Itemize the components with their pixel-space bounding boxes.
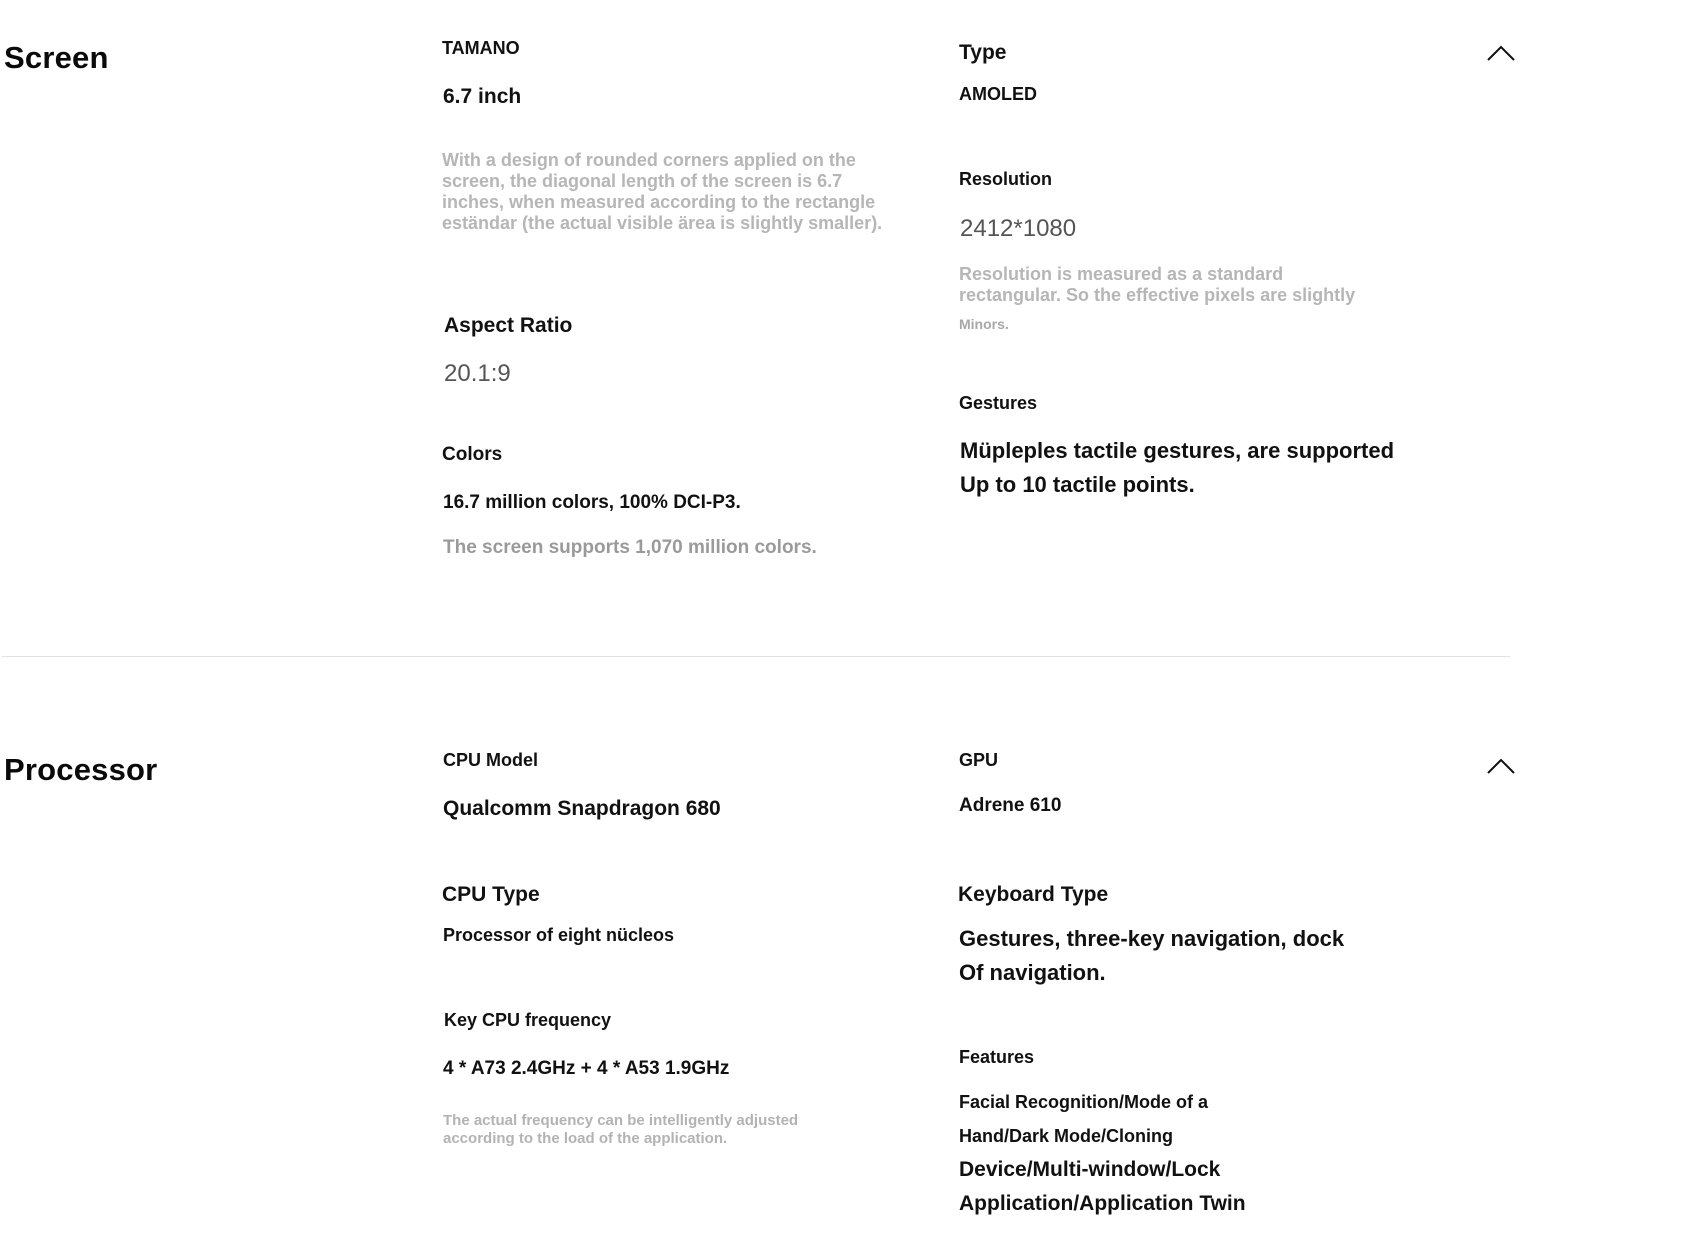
- cpu-frequency-label: Key CPU frequency: [444, 1010, 612, 1030]
- type-label: Type: [959, 41, 1007, 64]
- type-value: AMOLED: [959, 84, 1037, 104]
- chevron-up-icon[interactable]: [1486, 756, 1516, 776]
- keyboard-type-value-line: Gestures, three-key navigation, dock: [959, 926, 1345, 951]
- screen-section-title: Screen: [4, 40, 109, 75]
- cpu-frequency-note-line: according to the load of the application.: [443, 1130, 728, 1147]
- gpu-value: Adrene 610: [959, 795, 1062, 816]
- gestures-label: Gestures: [959, 393, 1038, 413]
- resolution-value: 2412*1080: [960, 215, 1077, 242]
- screen-size-note-line: screen, the diagonal length of the screen is 6.7: [442, 171, 843, 191]
- cpu-model-value: Qualcomm Snapdragon 680: [443, 797, 721, 820]
- gestures-value-line: Müpleples tactile gestures, are supported: [960, 438, 1395, 463]
- colors-value: 16.7 million colors, 100% DCI-P3.: [443, 492, 741, 513]
- keyboard-type-value-line: Of navigation.: [959, 960, 1106, 985]
- chevron-up-icon[interactable]: [1486, 43, 1516, 63]
- features-value-line: Device/Multi-window/Lock: [959, 1158, 1221, 1181]
- cpu-type-label: CPU Type: [442, 883, 540, 906]
- processor-section-title: Processor: [4, 752, 158, 787]
- gpu-label: GPU: [959, 750, 999, 770]
- screen-size-label: TAMANO: [442, 38, 520, 58]
- resolution-note-small: Minors.: [959, 316, 1009, 332]
- aspect-ratio-label: Aspect Ratio: [444, 314, 573, 337]
- features-value-line: Application/Application Twin: [959, 1192, 1246, 1215]
- resolution-note: [959, 264, 1429, 306]
- features-value-line: Facial Recognition/Mode of a: [959, 1092, 1209, 1112]
- features-label: Features: [959, 1047, 1035, 1067]
- screen-size-note: [442, 150, 922, 234]
- gestures-value: [960, 434, 1440, 502]
- cpu-frequency-note-line: The actual frequency can be intelligently adjusted: [443, 1112, 799, 1129]
- cpu-model-label: CPU Model: [443, 750, 539, 770]
- features-value-line: Hand/Dark Mode/Cloning: [959, 1126, 1174, 1146]
- cpu-frequency-note: [443, 1112, 863, 1148]
- keyboard-type-value: [959, 922, 1439, 990]
- resolution-note-line: rectangular. So the effective pixels are slightly: [959, 285, 1356, 305]
- resolution-note-line: Resolution is measured as a standard: [959, 264, 1284, 284]
- screen-size-note-line: With a design of rounded corners applied on the: [442, 150, 856, 170]
- aspect-ratio-value: 20.1:9: [444, 360, 511, 387]
- screen-size-note-line: inches, when measured according to the rectangle: [442, 192, 876, 212]
- cpu-frequency-value: 4 * A73 2.4GHz + 4 * A53 1.9GHz: [443, 1058, 730, 1079]
- screen-size-note-line: eständar (the actual visible ärea is slightly smaller).: [442, 213, 883, 233]
- colors-label: Colors: [442, 444, 503, 465]
- colors-note: The screen supports 1,070 million colors.: [443, 537, 817, 558]
- section-divider: [2, 656, 1510, 657]
- cpu-type-value: Processor of eight nücleos: [443, 925, 675, 945]
- resolution-label: Resolution: [959, 169, 1052, 189]
- screen-size-value: 6.7 inch: [443, 85, 522, 108]
- features-value: [959, 1085, 1439, 1221]
- keyboard-type-label: Keyboard Type: [958, 883, 1109, 906]
- gestures-value-line: Up to 10 tactile points.: [960, 472, 1195, 497]
